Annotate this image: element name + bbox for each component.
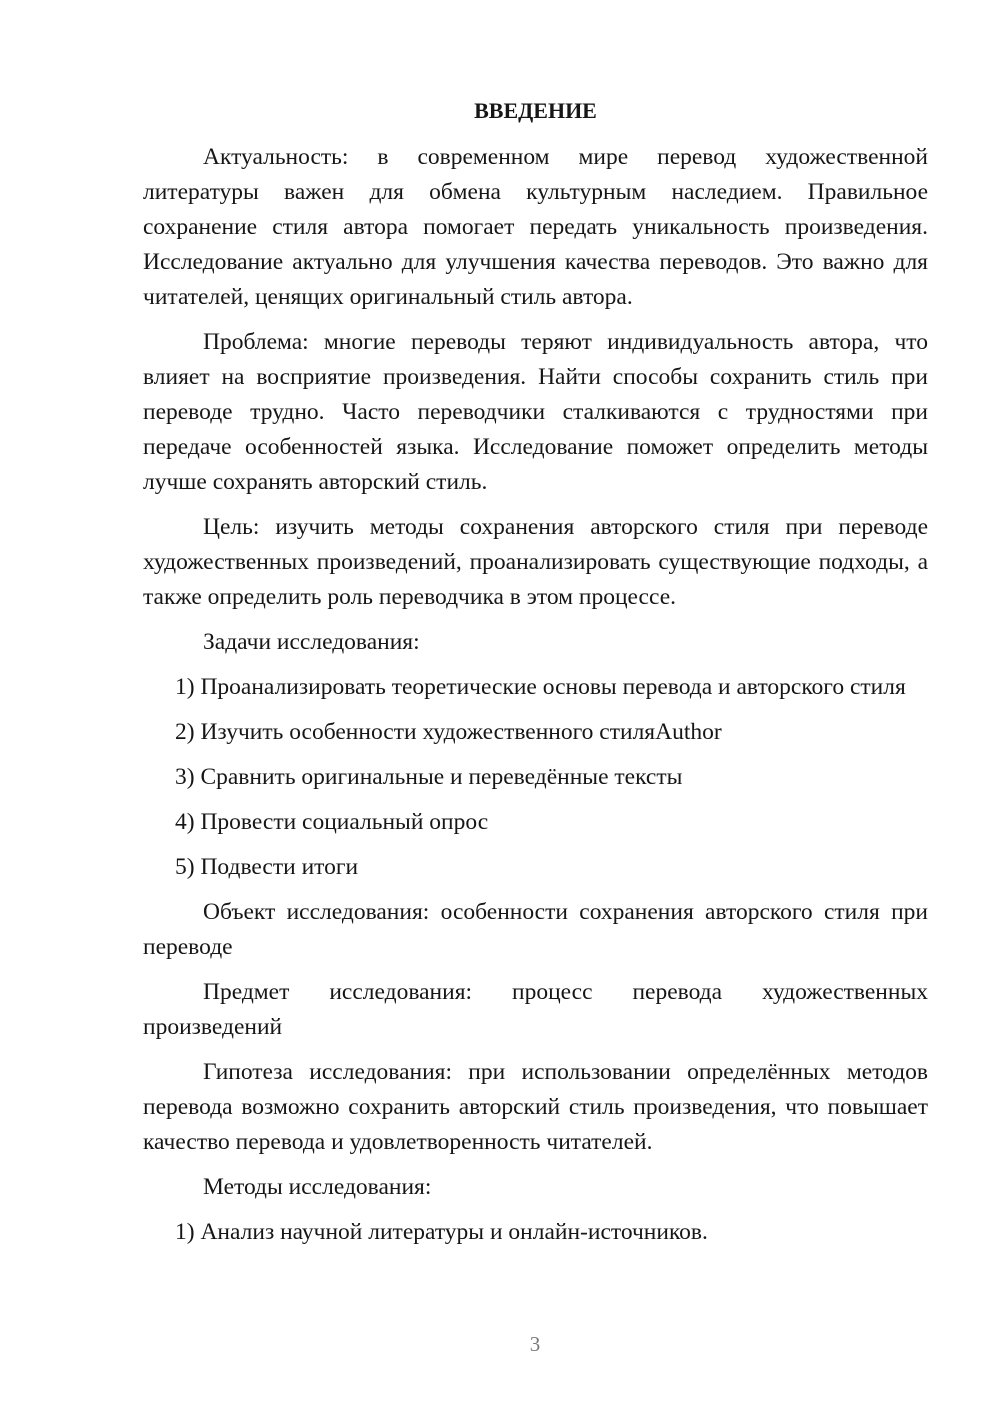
relevance-paragraph: Актуальность: в современном мире перевод художественной литературы важен для обмена культурным наследием. Правильное сохранение стиля автора помогает передать уникальность произведения. Исследование актуально для улучшения качества переводов. Это важно для читателей, ценящих оригинальный стиль автора. — [143, 144, 928, 310]
page-title: ВВЕДЕНИЕ — [474, 98, 597, 123]
page-content — [143, 93, 928, 1250]
task-item-5: 5) Подвести итоги — [175, 854, 359, 880]
methods-heading: Методы исследования: — [203, 1174, 432, 1200]
task-item-2: 2) Изучить особенности художественного стиляAuthor — [175, 719, 722, 745]
task-item-3: 3) Сравнить оригинальные и переведённые тексты — [175, 764, 683, 790]
page-number: 3 — [529, 1332, 541, 1356]
problem-paragraph: Проблема: многие переводы теряют индивидуальность автора, что влияет на восприятие произведения. Найти способы сохранить стиль при переводе трудно. Часто переводчики сталкиваются с трудностями при передаче особенностей языка. Исследование поможет определить методы лучше сохранять авторский стиль. — [143, 329, 928, 495]
task-item-1: 1) Проанализировать теоретические основы перевода и авторского стиля — [175, 674, 906, 700]
goal-paragraph: Цель: изучить методы сохранения авторского стиля при переводе художественных произведений, проанализировать существующие подходы, а также определить роль переводчика в этом процессе. — [143, 514, 928, 610]
subject-paragraph: Предмет исследования: процесс перевода художественных произведений — [143, 979, 928, 1040]
task-item-4: 4) Провести социальный опрос — [175, 809, 489, 835]
tasks-heading: Задачи исследования: — [203, 629, 420, 655]
method-item-1: 1) Анализ научной литературы и онлайн-источников. — [175, 1219, 708, 1245]
hypothesis-paragraph: Гипотеза исследования: при использовании определённых методов перевода возможно сохранить авторский стиль произведения, что повышает качество перевода и удовлетворенность читателей. — [143, 1059, 928, 1155]
object-paragraph: Объект исследования: особенности сохранения авторского стиля при переводе — [143, 899, 928, 960]
